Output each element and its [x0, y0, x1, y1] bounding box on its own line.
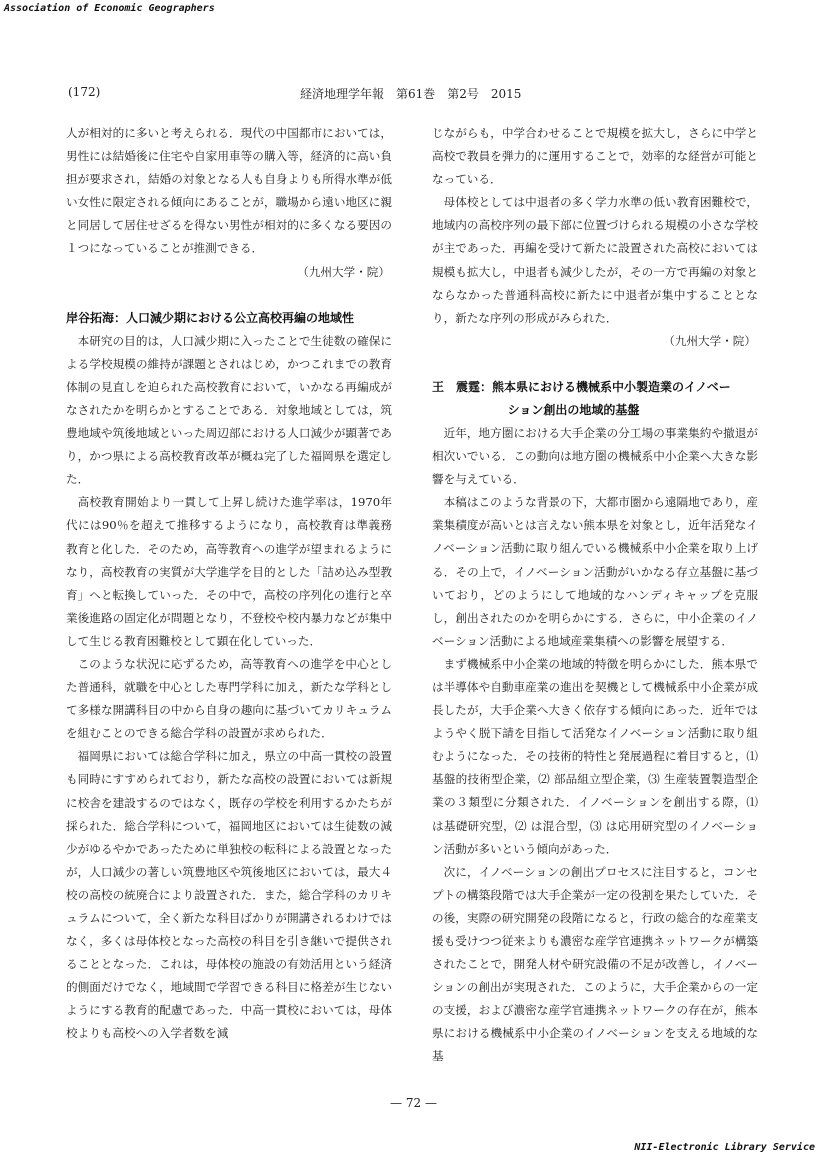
paragraph: このような状況に応ずるため，高等教育への進学を中心とした普通科，就職を中心とした専門学科に加え，新たな学科として多様な開講科目の中から自身の趣向に基づいてカリキュラムを組むことのできる総合学科の設置が求められた． — [66, 656, 392, 741]
paragraph: 本研究の目的は，人口減少期に入ったことで生徒数の確保による学校規模の維持が課題とされはじめ，かつこれまでの教育体制の見直しを迫られた高校教育において，いかなる再編成がなされたかを明らかとすることである．対象地域としては，筑豊地域や筑後地域といった周辺部における人口減少が顕著であり，かつ県による高校教育改革が概ね完了した福岡県を選定した． — [66, 333, 392, 487]
affiliation: （九州大学・院） — [663, 333, 756, 348]
journal-running-header: 経済地理学年報 第61巻 第2号 2015 — [300, 87, 522, 101]
library-service-banner: NII-Electronic Library Service — [634, 1142, 815, 1153]
left-column — [66, 122, 392, 1046]
paragraph: まず機械系中小企業の地域的特徴を明らかにした．熊本県では半導体や自動車産業の進出を契機として機械系中小企業が成長したが，大手企業へ大きく依存する傾向にあった．近年ではようやく脱下請を目指して活発なイノベーション活動に取り組むようになった．その技術的特性と発展過程に着目すると，⑴ 基盤的技術型企業，⑵ 部品組立型企業，⑶ 生産装置製造型企業の３類型に分類された．イノベーションを創出する際，⑴ は基礎研究型，⑵ は混合型，⑶ は応用研究型のイノベーション活動が多いという傾向があった． — [432, 656, 758, 856]
journal-page-number: (172) — [68, 85, 101, 99]
paragraph: 福岡県においては総合学科に加え，県立の中高一貫校の設置も同時にすすめられており，新たな高校の設置においては新規に校舎を建設するのではなく，既存の学校を利用するかたちが採られた．総合学科について，福岡地区においては生徒数の減少がゆるやかであったために単独校の転科による設置となったが，人口減少の著しい筑豊地区や筑後地区においては，最大４校の高校の統廃合により設置された．また，総合学科のカリキュラムについて，全く新たな科目ばかりが開講されるわけではなく，多くは母体校となった高校の科目を引き継いで提供されることとなった．これは，母体校の施設の有効活用という経済的側面だけでなく，地域間で学習できる科目に格差が生じないようにする教育的配慮であった．中高一貫校においては，母体校よりも高校への入学者数を減 — [66, 749, 392, 1041]
abstract-title: 岸谷拓海：人口減少期における公立高校再編の地域性 — [66, 310, 355, 325]
publisher-banner: Association of Economic Geographers — [4, 3, 215, 14]
paragraph: じながらも，中学合わせることで規模を拡大し，さらに中学と高校で教員を弾力的に運用することで，効率的な経営が可能となっている． — [432, 126, 758, 187]
paragraph: 近年，地方圏における大手企業の分工場の事業集約や撤退が相次いでいる．この動向は地方圏の機械系中小企業へ大きな影響を与えている． — [432, 425, 758, 487]
paragraph: 人が相対的に多いと考えられる．現代の中国都市においては，男性には結婚後に住宅や自家用車等の購入等，経済的に高い負担が要求され，結婚の対象となる人も自身よりも所得水準が低い女性に限定される傾向にあることが，職場から遠い地区に親と同居して居住せざるを得ない男性が相対的に多くなる要因の１つになっていることが推測できる． — [66, 126, 392, 256]
paragraph: 母体校としては中退者の多く学力水準の低い教育困難校で，地域内の高校序列の最下部に位置づけられる規模の小さな学校が主であった．再編を受けて新たに設置された高校においては規模も拡大し，中退者も減少したが，その一方で再編の対象とならなかった普通科高校に新たに中退者が集中することとなり，新たな序列の形成がみられた． — [432, 195, 758, 325]
affiliation: （九州大学・院） — [297, 264, 390, 279]
paragraph: 次に，イノベーションの創出プロセスに注目すると，コンセプトの構築段階では大手企業が一定の役割を果たしていた．その後，実際の研究開発の段階になると，行政の総合的な産業支援も受けつつ従来よりも濃密な産学官連携ネットワークが構築されたことで，開発人材や研究設備の不足が改善し，イノベーションの創出が実現された．このように，大手企業からの一定の支援，および濃密な産学官連携ネットワークの存在が，熊本県における機械系中小企業のイノベーションを支える地域的な基 — [432, 864, 758, 1064]
page-footer-number: — 72 — — [390, 1096, 437, 1110]
abstract-title-continued: ション創出の地域的基盤 — [507, 402, 640, 417]
paragraph: 高校教育開始より一貫して上昇し続けた進学率は，1970年代には90％を超えて推移するようになり，高校教育は準義務教育と化した．そのため，高等教育への進学が望まれるようになり，高校教育の実質が大学進学を目的とした「詰め込み型教育」へと転換していった．その中で，高校の序列化の進行と卒業後進路の固定化が問題となり，不登校や校内暴力などが集中して生じる教育困難校として顕在化していった． — [66, 495, 392, 648]
right-column — [432, 122, 758, 1069]
paragraph: 本稿はこのような背景の下，大都市圏から遠隔地であり，産業集積度が高いとは言えない熊本県を対象とし，近年活発なイノベーション活動に取り組んでいる機械系中小企業を取り上げる．その上で，イノベーション活動がいかなる存立基盤に基づいており，どのようにして地域的なハンディキャップを克服し，創出されたのかを明らかにする．さらに，中小企業のイノベーション活動による地域産業集積への影響を展望する． — [432, 495, 758, 648]
abstract-title: 王 震霆：熊本県における機械系中小製造業のイノベー — [432, 379, 731, 394]
